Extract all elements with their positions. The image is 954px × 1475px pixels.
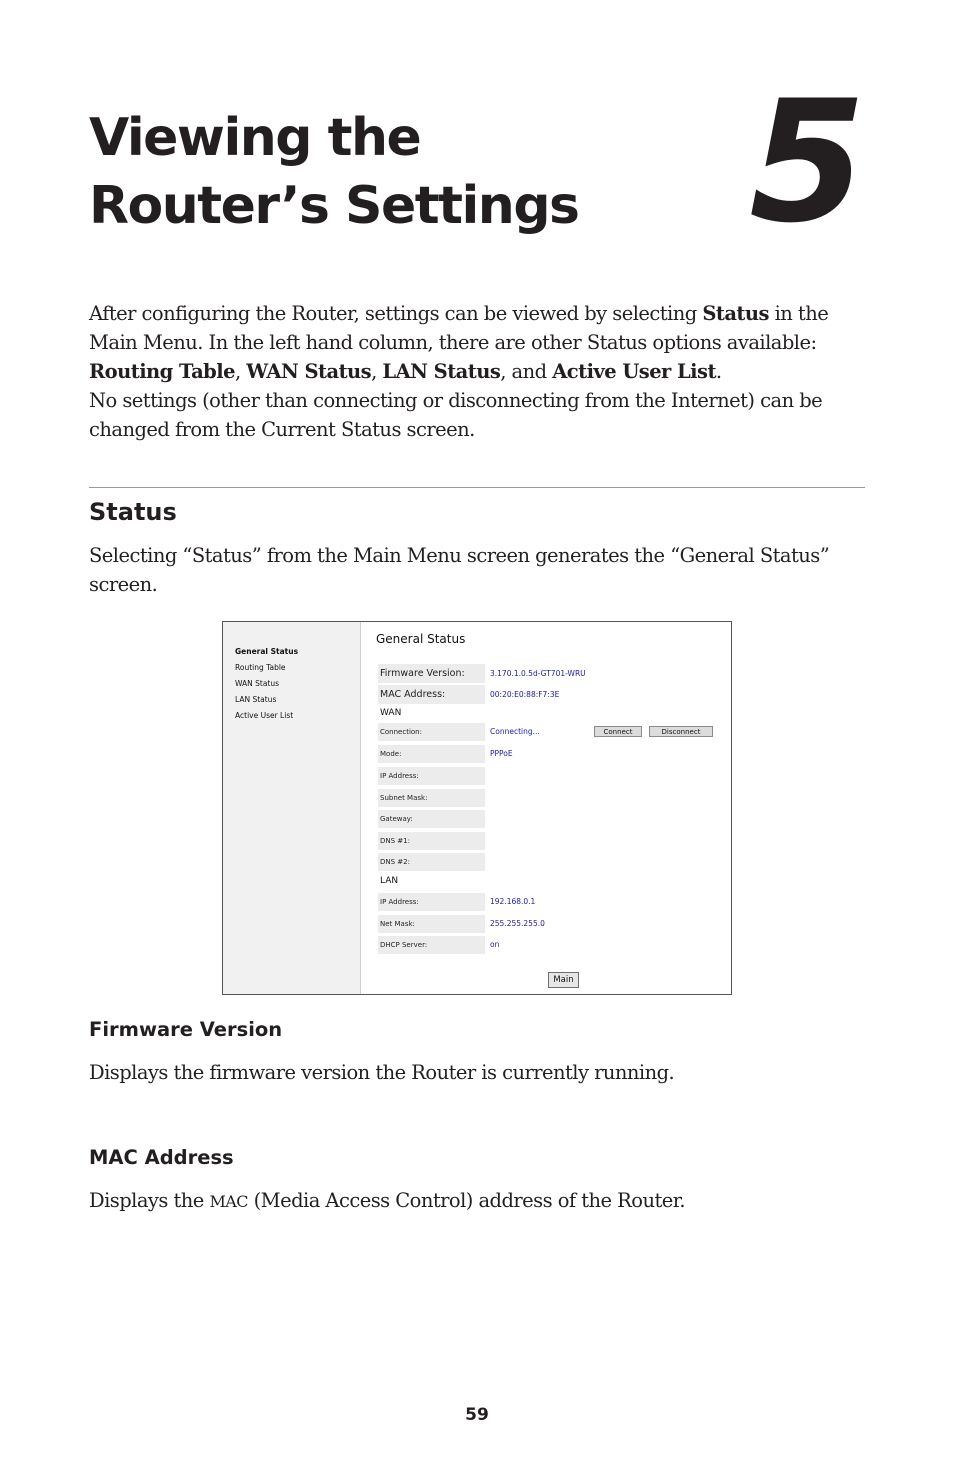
mac-description-text: (Media Access Control) address of the Router. (247, 1189, 686, 1212)
intro-text: in the Main Menu. In the left hand column, there are other Status options available: (89, 302, 829, 354)
net-mask-label: Net Mask: (378, 915, 485, 933)
sidebar-item-routing-table[interactable]: Routing Table (235, 663, 286, 672)
sidebar-item-lan-status[interactable]: LAN Status (235, 695, 277, 704)
chapter-title-line1: Viewing the (89, 108, 421, 168)
mac-address-description (89, 1186, 849, 1216)
intro-line2: No settings (other than connecting or disconnecting from the Internet) can be changed from the Current Status screen. (89, 389, 823, 441)
intro-text: , (371, 360, 383, 383)
firmware-version-heading: Firmware Version (89, 1018, 283, 1041)
firmware-version-value: 3.170.1.0.5d-GT701-WRU (490, 669, 586, 678)
connection-label: Connection: (378, 723, 485, 741)
disconnect-button[interactable]: Disconnect (649, 726, 713, 737)
sidebar-item-wan-status[interactable]: WAN Status (235, 679, 280, 688)
lan-ip-address-label: IP Address: (378, 893, 485, 911)
wan-heading: WAN (380, 708, 402, 718)
lan-heading: LAN (380, 876, 399, 886)
status-sidebar (223, 622, 361, 994)
mode-value: PPPoE (490, 749, 513, 758)
status-description: Selecting “Status” from the Main Menu screen generates the “General Status” screen. (89, 544, 830, 596)
intro-bold-lan-status: LAN Status (382, 360, 501, 383)
intro-text: , and (500, 360, 553, 383)
dns2-label: DNS #2: (378, 853, 485, 871)
chapter-title-line2: Router’s Settings (89, 176, 579, 236)
intro-bold-status: Status (702, 302, 769, 325)
mac-address-label: MAC Address: (378, 685, 485, 704)
main-button[interactable]: Main (548, 972, 579, 988)
mac-address-value: 00:20:E0:88:F7:3E (490, 690, 560, 699)
intro-text: , (234, 360, 247, 383)
chapter-number: 5 (749, 64, 860, 260)
intro-bold-routing-table: Routing Table (89, 360, 235, 383)
intro-paragraph (89, 299, 869, 444)
sidebar-item-active-user-list[interactable]: Active User List (235, 711, 294, 720)
gateway-label: Gateway: (378, 810, 485, 828)
subnet-mask-label: Subnet Mask: (378, 789, 485, 807)
net-mask-value: 255.255.255.0 (490, 919, 545, 928)
dhcp-server-label: DHCP Server: (378, 936, 485, 954)
firmware-version-description: Displays the firmware version the Router is currently running. (89, 1061, 675, 1084)
connection-value: Connecting... (490, 727, 540, 736)
connect-button[interactable]: Connect (594, 726, 642, 737)
firmware-version-label: Firmware Version: (378, 664, 485, 683)
intro-text: After configuring the Router, settings can be viewed by selecting (89, 302, 703, 325)
mac-address-heading: MAC Address (89, 1146, 234, 1169)
intro-bold-wan-status: WAN Status (246, 360, 372, 383)
wan-ip-address-label: IP Address: (378, 767, 485, 785)
sidebar-item-general-status[interactable]: General Status (235, 647, 299, 656)
dhcp-server-value: on (490, 940, 500, 949)
section-divider (89, 487, 865, 488)
general-status-screenshot (222, 621, 732, 995)
intro-text: . (715, 360, 722, 383)
lan-ip-address-value: 192.168.0.1 (490, 897, 536, 906)
mac-description-text: Displays the (89, 1189, 210, 1212)
chapter-title (89, 104, 579, 240)
general-status-title: General Status (376, 632, 466, 646)
dns1-label: DNS #1: (378, 832, 485, 850)
status-heading: Status (89, 498, 177, 526)
mode-label: Mode: (378, 745, 485, 763)
mac-abbreviation: MAC (209, 1192, 248, 1211)
page-number: 59 (465, 1405, 489, 1425)
intro-bold-active-user-list: Active User List (552, 360, 716, 383)
